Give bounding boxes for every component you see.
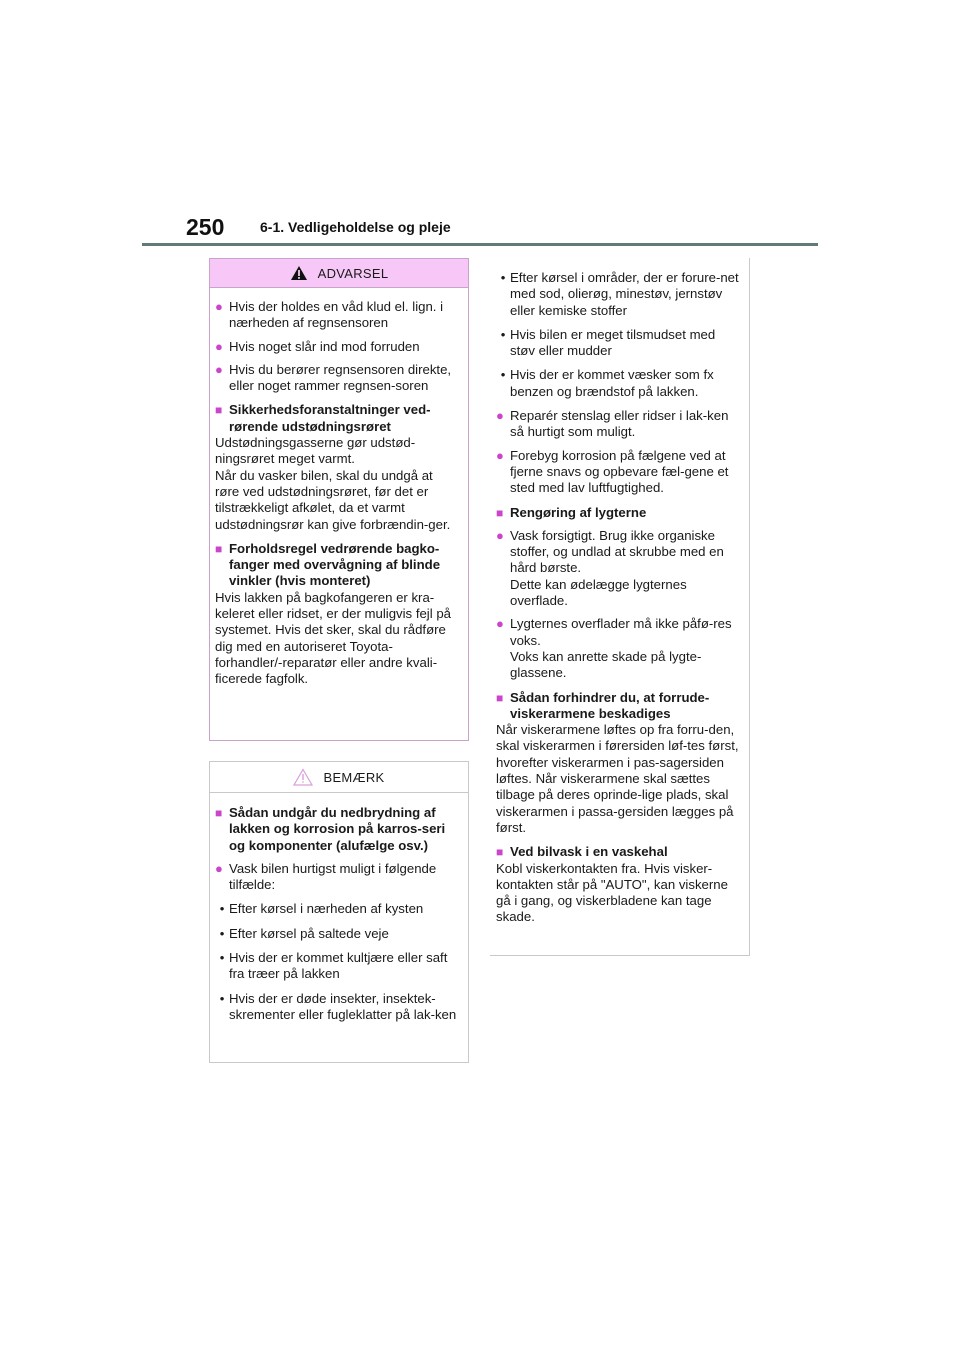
warning-triangle-icon	[290, 265, 308, 281]
list-item: • Efter kørsel i områder, der er forure-net med sod, olierøg, minestøv, jernstøv eller kemiske stoffer	[500, 270, 739, 318]
square-bullet-icon: ■	[215, 541, 223, 556]
section-title: 6-1. Vedligeholdelse og pleje	[260, 219, 451, 235]
header-rule	[142, 243, 818, 246]
warning-paragraph: Hvis lakken på bagkofangeren er kra-keleret eller ridset, er der muligvis fejl på systemet. Hvis det sker, skal du rådføre dig med en autoriseret Toyota-forhandler/-reparatør eller andre kvali-ficerede fagfolk.	[215, 589, 452, 687]
circle-bullet-icon: ●	[215, 860, 223, 876]
right-bullet: ● Vask forsigtigt. Brug ikke organiske stoffer, og undlad at skrubbe med en hård børste. Dette kan ødelægge lygternes overflade.	[496, 527, 724, 609]
page-header	[142, 214, 818, 246]
warning-header	[210, 259, 468, 288]
warning-paragraph: Udstødningsgasserne gør udstød-ningsrøret meget varmt. Når du vasker bilen, skal du undgå at røre ved udstødningsrøret, før det er tilstrækkeligt afkølet, da et varmt udstødningsrør kan give forbrændin-ger.	[215, 435, 451, 532]
list-item: • Efter kørsel i nærheden af kysten	[219, 901, 424, 917]
square-bullet-icon: ■	[215, 806, 223, 820]
warning-heading-exhaust: ■ Sikkerhedsforanstaltninger ved-rørende udstødningsrøret	[215, 402, 431, 434]
circle-bullet-icon: ●	[496, 616, 504, 632]
warning-title: ADVARSEL	[317, 265, 389, 281]
list-item: • Efter kørsel på saltede veje	[219, 925, 389, 941]
right-paragraph: Når viskerarmene løftes op fra forru-den, skal viskerarmen i førersiden løf-tes først, hvorefter viskerarmen i pas-sagersiden løftes. Når viskerarmene skal sættes tilbage på deres oprinde-lige plads, skal viskerarmen i passa-gersiden lægges på først.	[496, 722, 739, 835]
right-bullet: ● Lygternes overflader må ikke påfø-res voks. Voks kan anrette skade på lygte-glassene.	[496, 616, 732, 681]
list-item: • Hvis der er kommet kultjære eller saft fra træer på lakken	[219, 950, 448, 982]
circle-bullet-icon: ●	[496, 408, 504, 424]
note-box	[209, 761, 469, 1063]
right-heading-lights: ■ Rengøring af lygterne	[496, 504, 647, 520]
square-bullet-icon: ■	[496, 690, 504, 705]
square-bullet-icon: ■	[215, 403, 223, 418]
page-number: 250	[186, 214, 225, 240]
right-bullet: ● Forebyg korrosion på fælgene ved at fjerne snavs og opbevare fæl-gene et sted med lav luftfugtighed.	[496, 447, 729, 496]
warning-box	[209, 258, 469, 741]
square-bullet-icon: ■	[496, 845, 504, 860]
note-bullet: ● Vask bilen hurtigst muligt i følgende tilfælde:	[215, 860, 437, 893]
right-heading-carwash: ■ Ved bilvask i en vaskehal	[496, 844, 668, 860]
note-header	[210, 762, 468, 793]
circle-bullet-icon: ●	[496, 447, 504, 463]
list-item: • Hvis der er døde insekter, insektek-skrementer eller fugleklatter på lak-ken	[219, 990, 457, 1022]
circle-bullet-icon: ●	[215, 299, 223, 314]
circle-bullet-icon: ●	[215, 338, 223, 354]
warning-bullet: ● Hvis noget slår ind mod forruden	[215, 338, 420, 354]
warning-bullet: ● Hvis du berører regnsensoren direkte, eller noget rammer regnsen-soren	[215, 361, 452, 394]
warning-heading-bumper: ■ Forholdsregel vedrørende bagko-fanger med overvågning af blinde vinkler (hvis monteret)	[215, 540, 441, 589]
square-bullet-icon: ■	[496, 505, 504, 520]
warning-bullet: ● Hvis der holdes en våd klud el. lign. i nærheden af regnsensoren	[215, 299, 444, 331]
list-item: • Hvis der er kommet væsker som fx benzen og brændstof på lakken.	[500, 367, 714, 399]
caution-triangle-icon	[293, 768, 313, 786]
right-bullet: ● Reparér stenslag eller ridser i lak-ken så hurtigt som muligt.	[496, 408, 729, 440]
right-paragraph: Kobl viskerkontakten fra. Hvis visker-kontakten står på "AUTO", kan viskerne gå i gang, og viskerbladene kan tage skade.	[496, 860, 728, 925]
right-heading-wipers: ■ Sådan forhindrer du, at forrude-viskerarmene beskadiges	[496, 689, 710, 721]
circle-bullet-icon: ●	[496, 527, 504, 543]
list-item: • Hvis bilen er meget tilsmudset med støv eller mudder	[500, 326, 716, 359]
circle-bullet-icon: ●	[215, 361, 223, 377]
note-continuation-box	[490, 258, 750, 956]
note-title: BEMÆRK	[323, 769, 385, 785]
note-heading: ■ Sådan undgår du nedbrydning af lakken og korrosion på karros-seri og komponenter (alufælge osv.)	[215, 805, 446, 853]
